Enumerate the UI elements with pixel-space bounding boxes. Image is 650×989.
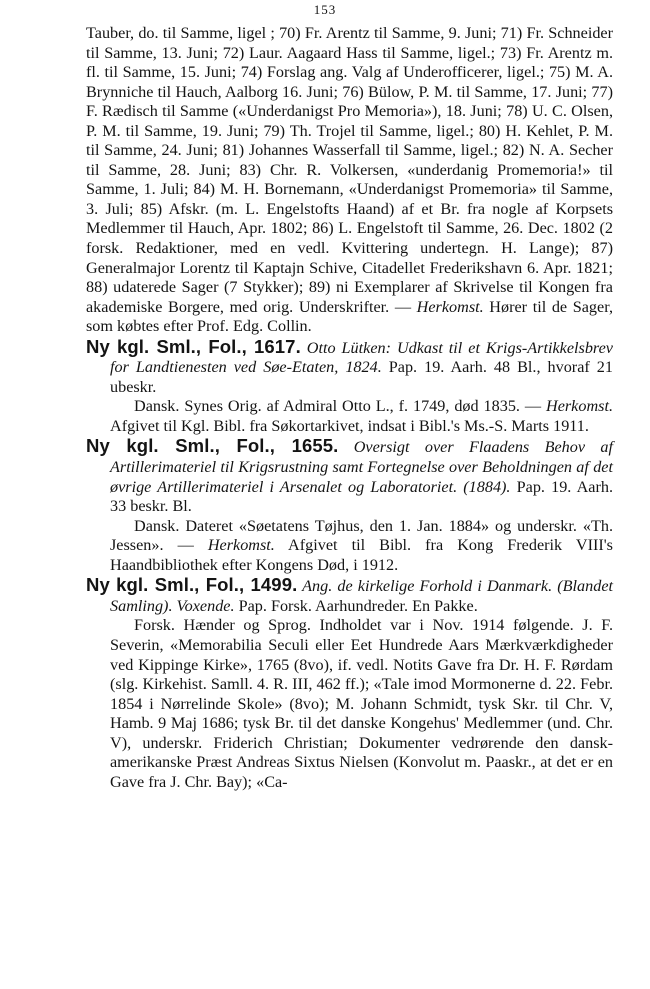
continuation-tail: Hører til de Sager, som købtes efter Prof. Edg. Collin. (86, 297, 614, 336)
entry-note-text: Dansk. Synes Orig. af Admiral Otto L., f. 1749, død 1835. — (134, 397, 546, 416)
herkomst-label: Herkomst. (546, 397, 613, 416)
shelfmark: Ny kgl. Sml., Fol., 1655. (86, 435, 339, 457)
entry-note (110, 616, 613, 792)
catalog-entry-body (86, 616, 613, 792)
catalog-entry-body (86, 517, 613, 576)
continuation-paragraph (86, 24, 613, 337)
entry-provenance: Afgivet til Kgl. Bibl. fra Søkortarkivet, indsat i Bibl.'s Ms.-S. Marts 1911. (110, 416, 589, 435)
catalog-entry-heading (86, 337, 613, 398)
catalog-entry-body (86, 397, 613, 436)
entry-note (110, 397, 613, 436)
catalog-entry-heading (86, 436, 613, 516)
entry-provenance: Afgivet til Bibl. fra Kong Frederik VIII's Haandbibliothek efter Kongens Død, i 1912. (110, 536, 613, 574)
shelfmark: Ny kgl. Sml., Fol., 1499. (86, 574, 298, 596)
herkomst-label: Herkomst. (416, 297, 484, 316)
entry-description: Pap. 19. Aarh. 48 Bl., hvoraf 21 ubeskr. (110, 358, 613, 396)
herkomst-label: Herkomst. (207, 536, 275, 555)
shelfmark: Ny kgl. Sml., Fol., 1617. (86, 335, 301, 357)
catalog-entry-heading (86, 575, 613, 616)
entry-note-text: Dansk. Dateret «Søetatens Tøjhus, den 1. Jan. 1884» og underskr. «Th. Jessen». — (110, 516, 613, 555)
page-number: 153 (313, 2, 337, 17)
entry-title: Otto Lütken: Udkast til et Krigs-Artikkelsbrev for Landtienesten ved Søe-Etaten, 1824. (110, 338, 613, 377)
entry-description: Pap. 19. Aarh. 33 beskr. Bl. (110, 477, 613, 516)
entry-note-text: Forsk. Hænder og Sprog. Indholdet var i Nov. 1914 følgende. J. F. Severin, «Memorabilia Seculi eller Eet Hundrede Aars Mærkværkdigheder ved Kippinge Kirke», 1765 (8vo), if. vedl. Notits Gave fra Dr. H. F. Rørdam (slg. Kirkehist. Samll. 4. R. III, 462 ff.); «Tale imod Mormonerne d. 22. Febr. 1854 i Nørrelinde Skole» (8vo); M. Johann Schmidt, tysk Skr. til Chr. V, Hamb. 9 Maj 1686; tysk Br. til det danske Kongehus' Medlemmer (und. Chr. V), underskr. Friderich Christian; Dokumenter vedrørende den dansk-amerikanske Præst Andreas Sixtus Nielsen (Konvolut m. Paaskr., at det er en Gave fra J. Chr. Bay); «Ca- (110, 616, 613, 791)
entry-title: Oversigt over Flaadens Behov af Artillerimateriel til Krigsrustning samt Fortegnelse over Beholdningen af det øvrige Artillerimateriel i Arsenalet og Laboratoriet. (1884). (110, 438, 613, 496)
entry-description: Pap. Forsk. Aarhundreder. En Pakke. (234, 596, 478, 615)
entry-title: Ang. de kirkelige Forhold i Danmark. (Blandet Samling). Voxende. (110, 577, 613, 615)
entry-note (110, 517, 613, 576)
continuation-text: Tauber, do. til Samme, ligel ; 70) Fr. Arentz til Samme, 9. Juni; 71) Fr. Schneider til Samme, 13. Juni; 72) Laur. Aagaard Hass til Samme, ligel.; 73) Fr. Arentz m. fl. til Samme, 15. Juni; 74) Forslag ang. Valg af Underofficerer, ligel.; 75) M. A. Brynniche til Hauch, Aalborg 16. Juni; 76) Bülow, P. M. til Samme, 17. Juni; 77) F. Rædisch til Samme («Underdanigst Pro Memoria»), 18. Juni; 78) U. C. Olsen, P. M. til Samme, 19. Juni; 79) Th. Trojel til Samme, ligel.; 80) H. Kehlet, P. M. til Samme, 24. Juni; 81) Johannes Wasserfall til Samme, ligel.; 82) N. A. Secher til Samme, 28. Juni; 83) Chr. R. Volkersen, «underdanig Promemoria!» til Samme, 1. Juli; 84) M. H. Bornemann, «Underdanigst Promemoria» til Samme, 3. Juli; 85) Afskr. (m. L. Engelstofts Haand) af et Br. fra nogle af Korpsets Medlemmer til Hauch, Apr. 1802; 86) L. Engelstoft til Samme, 26. Dec. 1802 (2 forsk. Redaktioner, med en vedl. Kvittering undertegn. H. Lange); 87) Generalmajor Lorentz til Kaptajn Schive, Citadellet Frederikshavn 6. Apr. 1821; 88) udaterede Sager (7 Stykker); 89) ni Exemplarer af Skrivelse til Kongen fra akademiske Borgere, med orig. Underskrifter. — (86, 24, 613, 316)
page-content (86, 24, 613, 792)
